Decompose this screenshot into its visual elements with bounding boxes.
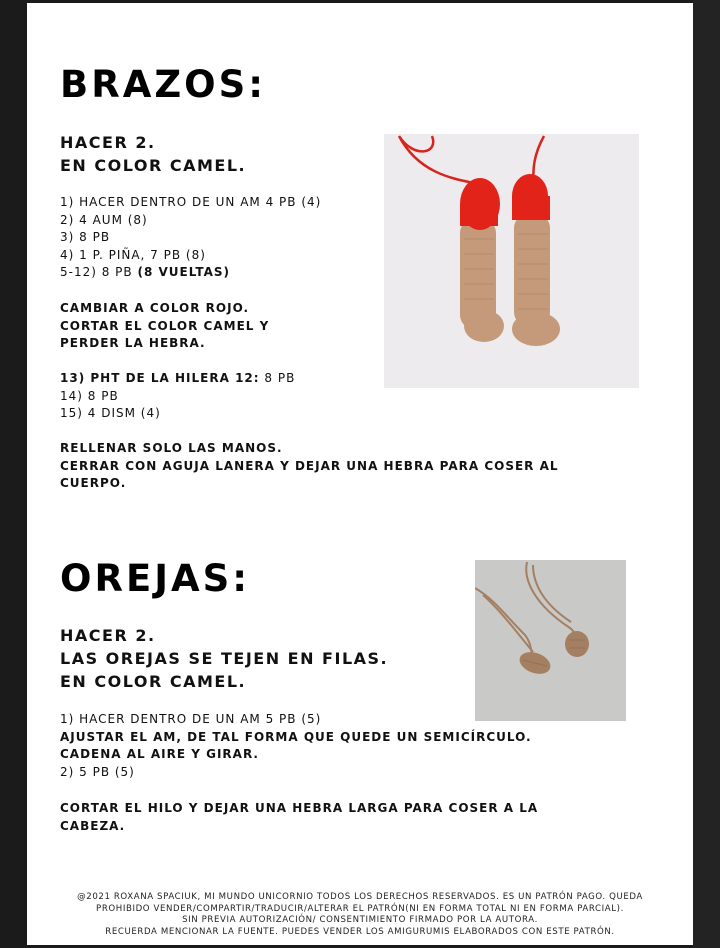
round-line: 3) 8 PB (60, 230, 111, 245)
orejas-rounds (60, 711, 532, 781)
brazos-intro-line: EN COLOR CAMEL. (60, 156, 247, 175)
orejas-finish (60, 800, 538, 835)
orejas-intro-line: LAS OREJAS SE TEJEN EN FILAS. (60, 649, 389, 668)
round-line (60, 370, 295, 388)
round-emphasis: 13) PHT DE LA HILERA 12: (60, 371, 260, 385)
brazos-finish (60, 440, 559, 493)
round-line: 15) 4 DISM (4) (60, 406, 161, 421)
footer-line: PROHIBIDO VENDER/COMPARTIR/TRADUCIR/ALTERAR EL PATRÓN(NI EN FORMA TOTAL NI EN FORMA PARCIAL). (96, 903, 624, 914)
orejas-intro (60, 624, 388, 693)
ears-photo (475, 560, 626, 721)
brazos-intro (60, 131, 246, 177)
round-line: 2) 5 PB (5) (60, 764, 135, 779)
brazos-rounds (60, 194, 321, 282)
pattern-page (27, 3, 693, 945)
section-title-brazos: BRAZOS: (60, 63, 267, 106)
instruction-line: AJUSTAR EL AM, DE TAL FORMA QUE QUEDE UN SEMICÍRCULO. (60, 729, 532, 744)
brazos-intro-line: HACER 2. (60, 133, 156, 152)
brazos-change-color (60, 300, 269, 353)
footer-line: RECUERDA MENCIONAR LA FUENTE. PUEDES VENDER LOS AMIGURUMIS ELABORADOS CON ESTE PATRÓN. (105, 926, 615, 937)
round-line: 1) HACER DENTRO DE UN AM 4 PB (4) (60, 195, 322, 209)
window-edge (693, 0, 720, 948)
brazos-rounds-final (60, 370, 295, 423)
orejas-intro-line: HACER 2. (60, 626, 156, 645)
arms-photo (384, 134, 639, 388)
round-line: 4) 1 P. PIÑA, 7 PB (8) (60, 247, 206, 262)
footer-line: @2021 ROXANA SPACIUK, MI MUNDO UNICORNIO TODOS LOS DERECHOS RESERVADOS. ES UN PATRÓN PAGO. QUEDA (77, 892, 643, 902)
round-line: 1) HACER DENTRO DE UN AM 5 PB (5) (60, 712, 322, 726)
instruction-line: CAMBIAR A COLOR ROJO. (60, 301, 250, 315)
instruction-line: CADENA AL AIRE Y GIRAR. (60, 747, 259, 762)
section-title-orejas: OREJAS: (60, 557, 251, 600)
round-rest: 8 PB (259, 371, 296, 385)
round-emphasis: (8 VUELTAS) (137, 265, 231, 280)
instruction-line: CERRAR CON AGUJA LANERA Y DEJAR UNA HEBRA PARA COSER AL (60, 458, 559, 473)
instruction-line: CORTAR EL HILO Y DEJAR UNA HEBRA LARGA PARA COSER A LA (60, 801, 539, 815)
copyright-footer (27, 892, 693, 938)
instruction-line: PERDER LA HEBRA. (60, 336, 206, 351)
round-line (60, 264, 321, 282)
footer-line: SIN PREVIA AUTORIZACIÓN/ CONSENTIMIENTO FIRMADO POR LA AUTORA. (182, 915, 538, 925)
instruction-line: CABEZA. (60, 818, 126, 833)
round-prefix: 5-12) 8 PB (60, 265, 138, 280)
round-line: 2) 4 AUM (8) (60, 212, 148, 227)
round-line: 14) 8 PB (60, 388, 119, 403)
instruction-line: CORTAR EL COLOR CAMEL Y (60, 318, 270, 333)
instruction-line: RELLENAR SOLO LAS MANOS. (60, 441, 283, 455)
orejas-intro-line: EN COLOR CAMEL. (60, 672, 247, 691)
instruction-line: CUERPO. (60, 476, 127, 491)
